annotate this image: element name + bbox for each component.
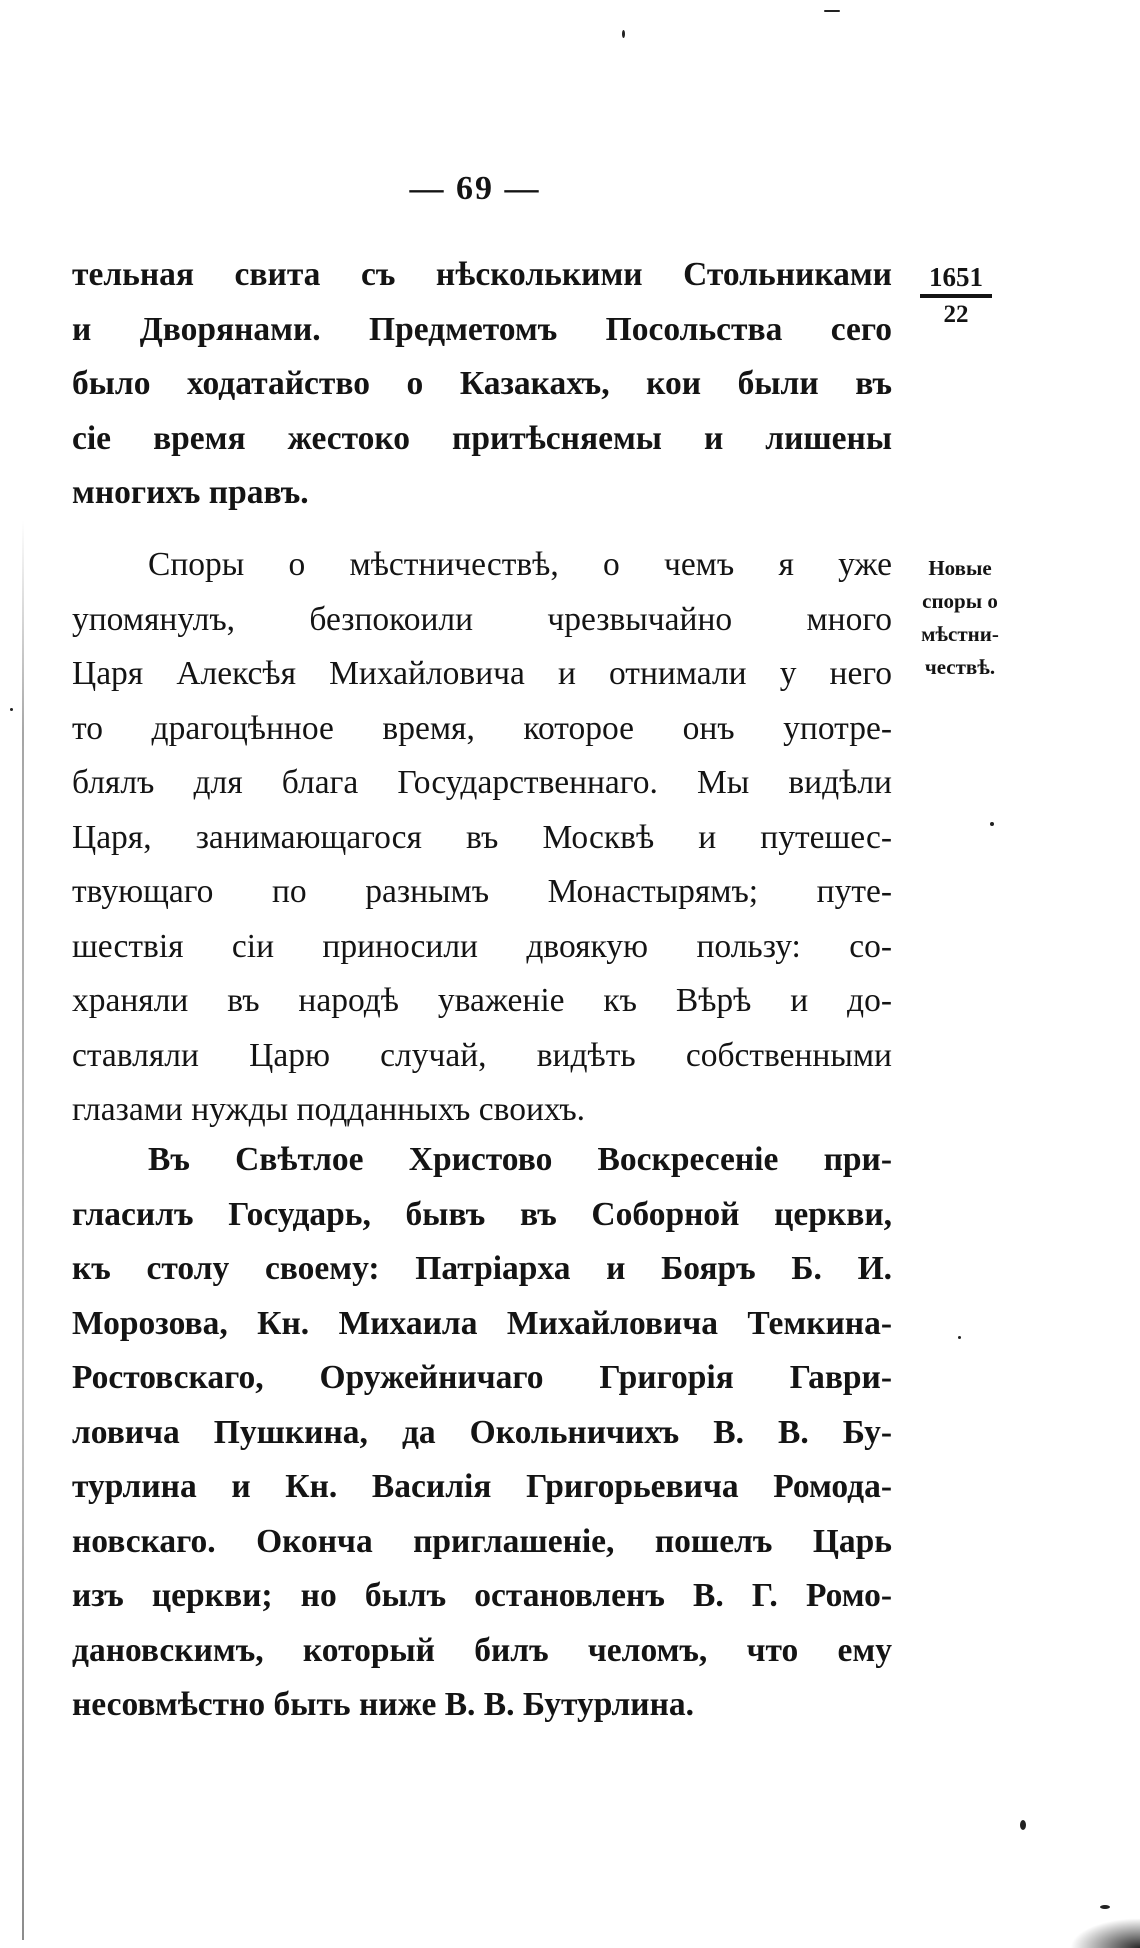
scan-speck <box>10 708 13 711</box>
margin-date <box>920 262 992 330</box>
scan-speck <box>1020 1820 1026 1830</box>
paragraph-1 <box>72 248 892 521</box>
text-line: новскаго. Окончa приглашеніе, пошелъ Царь <box>72 1522 892 1560</box>
text-line: дановскимъ, который билъ челомъ, что ему <box>72 1631 892 1669</box>
scan-speck <box>958 1336 961 1339</box>
paragraph-3 <box>72 1133 892 1733</box>
text-line: ставляли Царю случай, видѣть собственными <box>72 1036 892 1074</box>
margin-note-line: чествѣ. <box>924 655 996 679</box>
text-line: Споры о мѣстничествѣ, о чемъ я уже <box>148 546 892 583</box>
text-line: было ходатайство о Казакахъ, кои были въ <box>72 365 892 402</box>
margin-year: 1651 <box>920 262 992 298</box>
text-line: упомянулъ, безпокоили чрезвычайно много <box>72 600 892 638</box>
text-line: многихъ правъ. <box>72 474 309 511</box>
scan-corner-shadow <box>1070 1918 1140 1948</box>
text-line: сіе время жестоко притѣсняемы и лишены <box>72 419 892 457</box>
text-line: турлина и Кн. Василія Григорьевича Ромода- <box>72 1468 892 1505</box>
margin-day: 22 <box>943 301 969 328</box>
scan-speck <box>824 10 840 12</box>
margin-note-line: Новые <box>928 556 992 580</box>
scan-speck <box>622 30 625 38</box>
text-line: и Дворянами. Предметомъ Посольства сего <box>72 310 892 348</box>
text-line: то драгоцѣнное время, которое онъ употре- <box>72 709 892 747</box>
paragraph-2 <box>72 538 892 1138</box>
text-line: тельная свита съ нѣсколькими Стольниками <box>72 256 892 293</box>
page-edge-shadow <box>22 520 24 1940</box>
text-line: Царя Алексѣя Михайловича и отнимали у него <box>72 655 892 692</box>
text-line: Ростовскаго, Оружейничаго Григорія Гаври- <box>72 1359 892 1396</box>
text-line: Морозова, Кн. Михаила Михайловича Темкина- <box>72 1304 892 1342</box>
page-number: — 69 — <box>409 170 541 207</box>
text-line: къ столу своему: Патріарха и Бояръ Б. И. <box>72 1250 892 1287</box>
text-line: блялъ для блага Государственнаго. Мы видѣли <box>72 764 892 801</box>
text-line: храняли въ народѣ уваженіе къ Вѣрѣ и до- <box>72 982 892 1019</box>
text-line: изъ церкви; но былъ остановленъ В. Г. Ромо- <box>72 1577 892 1614</box>
text-line: несовмѣстно быть ниже В. В. Бутурлина. <box>72 1686 695 1723</box>
margin-note <box>905 552 1015 684</box>
scan-speck <box>1100 1905 1110 1909</box>
margin-note-line: споры о <box>922 589 998 613</box>
text-line: гласилъ Государь, бывъ въ Соборной церкви, <box>72 1195 892 1233</box>
text-line: Въ Свѣтлое Христово Воскресеніе при- <box>148 1141 892 1178</box>
scan-speck <box>990 822 994 826</box>
margin-note-line: мѣстни- <box>921 622 999 646</box>
text-line: ловича Пушкина, да Окольничихъ В. В. Бу- <box>72 1413 892 1451</box>
text-line: Царя, занимающагося въ Москвѣ и путешес- <box>72 818 892 856</box>
text-line: шествія сіи приносили двоякую пользу: со- <box>72 927 892 965</box>
text-line: твующаго по разнымъ Монастырямъ; путе- <box>72 873 892 910</box>
text-line: глазами нужды подданныхъ своихъ. <box>72 1091 586 1128</box>
